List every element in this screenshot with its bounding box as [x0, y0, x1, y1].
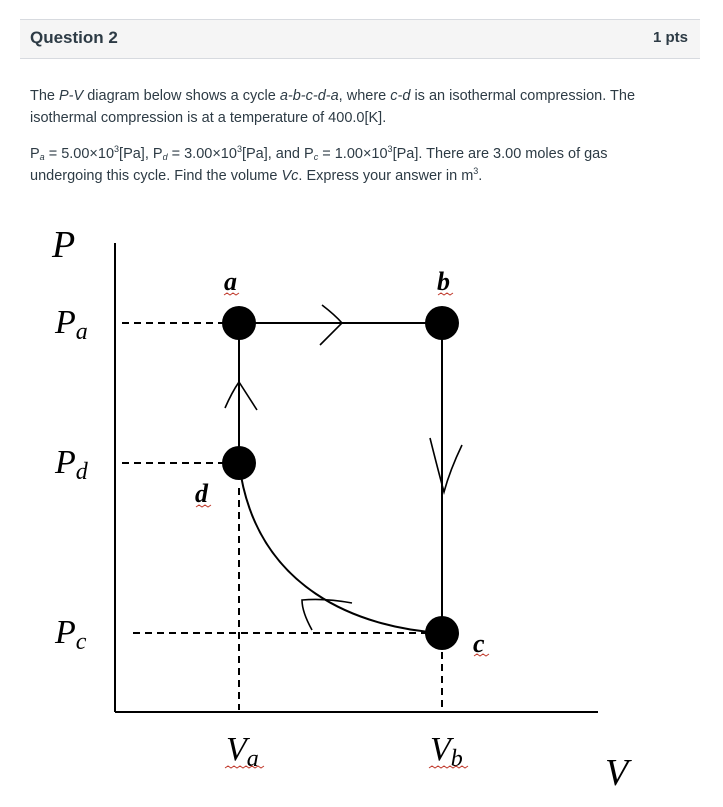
arrow-up-icon	[225, 382, 257, 410]
pv-diagram	[0, 200, 723, 807]
label-pd: Pd	[55, 444, 88, 485]
question-title: Question 2	[30, 28, 118, 47]
label-pc: Pc	[55, 614, 87, 655]
dashed-guides	[122, 323, 442, 710]
state-point-b	[425, 306, 459, 340]
label-vb: Vb	[430, 731, 463, 772]
question-text	[30, 85, 680, 201]
question-header	[20, 19, 700, 59]
state-point-c	[425, 616, 459, 650]
arrow-down-icon	[430, 438, 462, 492]
label-pa: Pa	[55, 304, 88, 345]
question-paragraph-1: The P-V diagram below shows a cycle a-b-c-d-a, where c-d is an isothermal compression. The isothermal compression is at a temperature of 400.0[K].	[30, 88, 636, 126]
label-state-c: c	[473, 629, 485, 658]
question-points: 1 pts	[652, 29, 688, 46]
arrow-right-icon	[320, 305, 342, 345]
state-point-a	[222, 306, 256, 340]
label-state-b: b	[437, 267, 450, 296]
axis-label-p: P	[52, 224, 76, 266]
axis-label-v: V	[605, 752, 629, 794]
label-va: Va	[226, 731, 259, 772]
arrow-curve-icon	[302, 599, 352, 630]
label-state-a: a	[224, 267, 237, 296]
state-point-d	[222, 446, 256, 480]
question-paragraph-2: $P_a = 5.00\times 10^3[Pa]$, $P_d = 3.00\times 10^3[Pa]$, and $P_c = 1.00\times 10^3[Pa]$. There are 3.00 moles of gas undergoing this cycle. Find the volume Vc. Express your answer in $m^3$.	[30, 144, 608, 184]
path-c-d-isotherm	[239, 463, 442, 633]
label-state-d: d	[195, 479, 208, 508]
